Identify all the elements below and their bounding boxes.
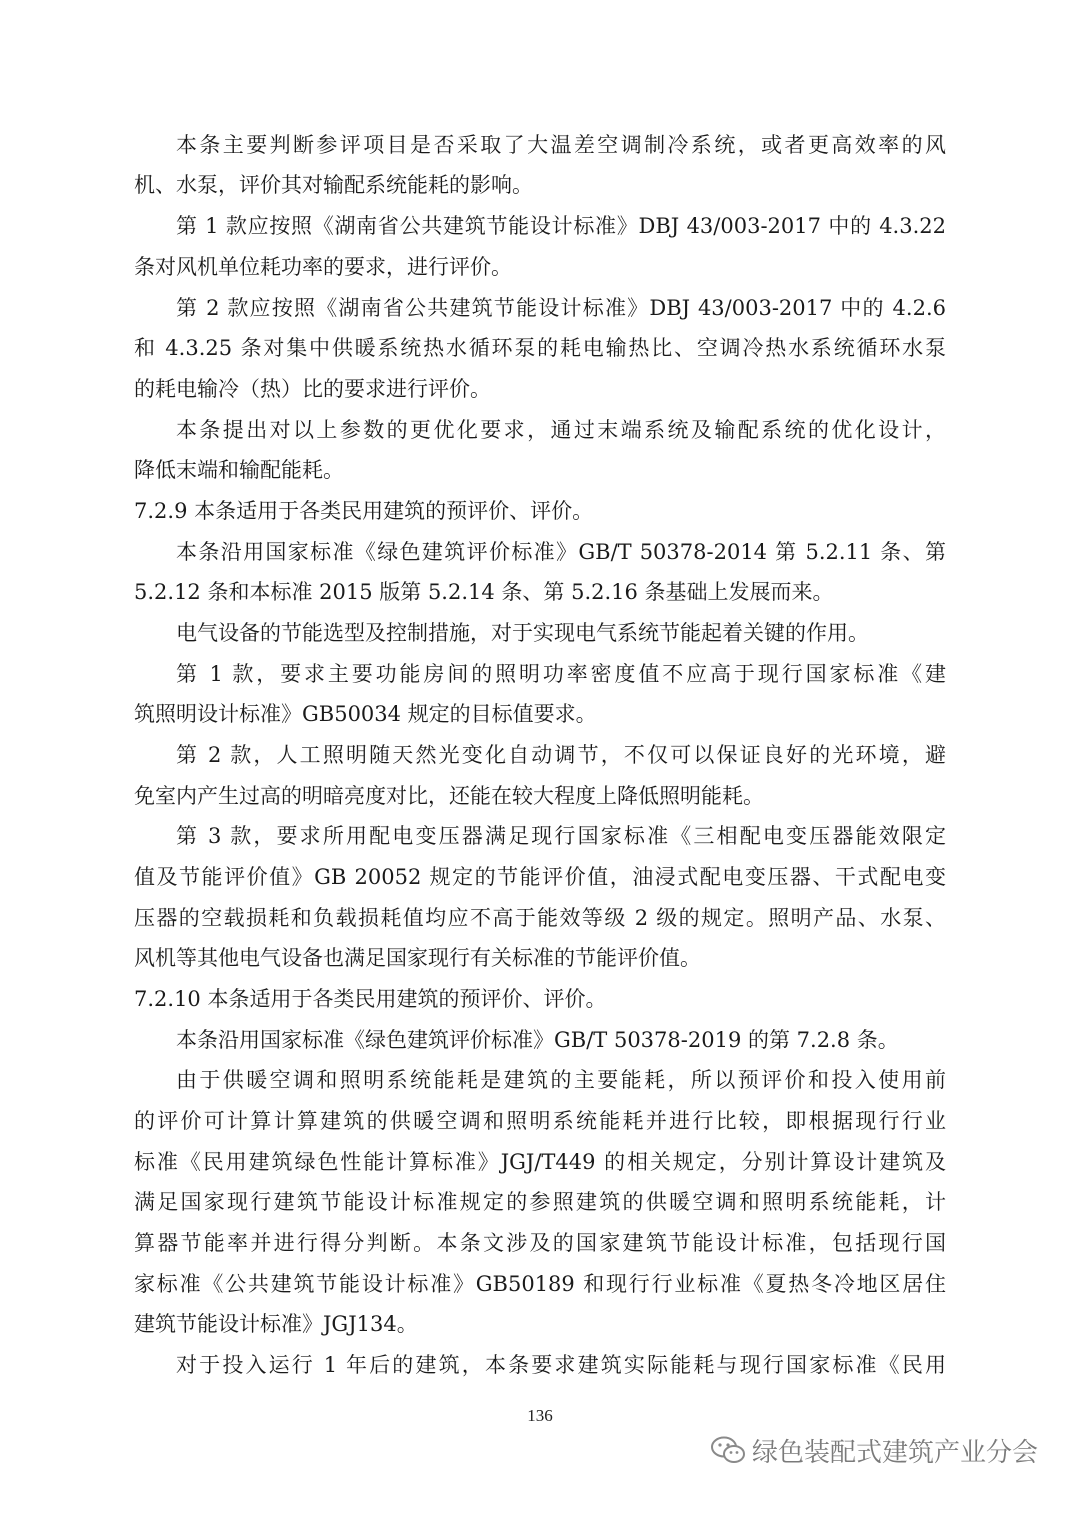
page-number: 136 [527, 1406, 553, 1425]
paragraph-line: 家标准《公共建筑节能设计标准》GB50189 和现行行业标准《夏热冬冷地区居住 [134, 1272, 946, 1296]
watermark-text: 绿色装配式建筑产业分会 [752, 1437, 1039, 1468]
paragraph-line: 的评价可计算计算建筑的供暖空调和照明系统能耗并进行比较，即根据现行行业 [134, 1109, 946, 1133]
paragraph-line: 值及节能评价值》GB 20052 规定的节能评价值，油浸式配电变压器、干式配电变 [134, 865, 946, 889]
paragraph-line: 第 1 款应按照《湖南省公共建筑节能设计标准》DBJ 43/003-2017 中的 4.3.22 [176, 214, 946, 238]
paragraph-line: 免室内产生过高的明暗亮度对比，还能在较大程度上降低照明能耗。 [134, 784, 764, 808]
paragraph-line: 筑照明设计标准》GB50034 规定的目标值要求。 [134, 702, 597, 726]
paragraph-line: 的耗电输冷（热）比的要求进行评价。 [134, 377, 491, 401]
paragraph-line: 5.2.12 条和本标准 2015 版第 5.2.14 条、第 5.2.16 条基础上发展而来。 [134, 580, 834, 604]
paragraph-line: 标准《民用建筑绿色性能计算标准》JGJ/T449 的相关规定，分别计算设计建筑及 [134, 1150, 946, 1174]
paragraph-line: 本条沿用国家标准《绿色建筑评价标准》GB/T 50378-2019 的第 7.2.8 条。 [176, 1028, 899, 1052]
paragraph-line: 满足国家现行建筑节能设计标准规定的参照建筑的供暖空调和照明系统能耗，计 [134, 1190, 946, 1214]
paragraph-line: 压器的空载损耗和负载损耗值均应不高于能效等级 2 级的规定。照明产品、水泵、 [134, 906, 946, 930]
paragraph-line: 对于投入运行 1 年后的建筑，本条要求建筑实际能耗与现行国家标准《民用 [176, 1353, 946, 1377]
paragraph-line: 风机等其他电气设备也满足国家现行有关标准的节能评价值。 [134, 946, 701, 970]
paragraph-line: 第 1 款，要求主要功能房间的照明功率密度值不应高于现行国家标准《建 [176, 662, 946, 686]
paragraph-line: 降低末端和输配能耗。 [134, 458, 344, 482]
paragraph-line: 本条沿用国家标准《绿色建筑评价标准》GB/T 50378-2014 第 5.2.11 条、第 [176, 540, 946, 564]
paragraph-line: 本条主要判断参评项目是否采取了大温差空调制冷系统，或者更高效率的风 [176, 133, 946, 157]
paragraph-line: 建筑节能设计标准》JGJ134。 [134, 1312, 418, 1336]
paragraph-line: 本条提出对以上参数的更优化要求，通过末端系统及输配系统的优化设计， [176, 418, 946, 442]
wechat-icon [710, 1435, 746, 1465]
paragraph-line: 由于供暖空调和照明系统能耗是建筑的主要能耗，所以预评价和投入使用前 [176, 1068, 946, 1092]
paragraph-line: 第 2 款，人工照明随天然光变化自动调节，不仅可以保证良好的光环境，避 [176, 743, 946, 767]
clause-heading: 7.2.9 本条适用于各类民用建筑的预评价、评价。 [134, 499, 594, 523]
watermark [710, 1430, 1038, 1470]
paragraph-line: 机、水泵，评价其对输配系统能耗的影响。 [134, 173, 533, 197]
paragraph-line: 电气设备的节能选型及控制措施，对于实现电气系统节能起着关键的作用。 [176, 621, 869, 645]
paragraph-line: 第 2 款应按照《湖南省公共建筑节能设计标准》DBJ 43/003-2017 中的 4.2.6 [176, 296, 946, 320]
paragraph-line: 第 3 款，要求所用配电变压器满足现行国家标准《三相配电变压器能效限定 [176, 824, 946, 848]
paragraph-line: 算器节能率并进行得分判断。本条文涉及的国家建筑节能设计标准，包括现行国 [134, 1231, 946, 1255]
paragraph-line: 条对风机单位耗功率的要求，进行评价。 [134, 255, 512, 279]
paragraph-line: 和 4.3.25 条对集中供暖系统热水循环泵的耗电输热比、空调冷热水系统循环水泵 [134, 336, 946, 360]
clause-heading: 7.2.10 本条适用于各类民用建筑的预评价、评价。 [134, 987, 607, 1011]
